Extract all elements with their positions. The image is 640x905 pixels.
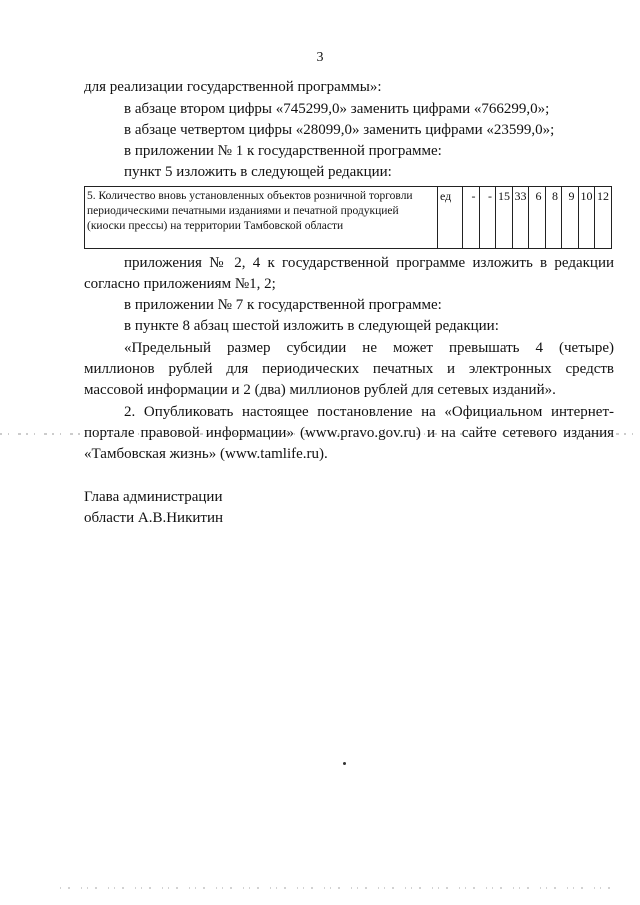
- text-line-paragraph-four-amend: в абзаце четвертом цифры «28099,0» заменить цифрами «23599,0»;: [124, 122, 555, 138]
- indicator-unit: ед: [438, 187, 463, 248]
- text-line-item-5-edit: пункт 5 изложить в следующей редакции:: [124, 164, 392, 180]
- text-line-publish: 2. Опубликовать настоящее постановление на «Официальном интернет-: [124, 404, 614, 420]
- text-line-publish-tamlife: «Тамбовская жизнь» (www.tamlife.ru).: [84, 446, 328, 462]
- text-line-program-intro: для реализации государственной программы»:: [84, 79, 382, 95]
- scan-speck: [343, 762, 346, 765]
- text-line-appendix-1: в приложении № 1 к государственной программе:: [124, 143, 442, 159]
- indicator-value: 15: [496, 187, 513, 248]
- indicator-description: 5. Количество вновь установленных объектов розничной торговли периодическими печатными изданиями и печатной продукцией (киоски прессы) на территории Тамбовской области: [85, 187, 438, 248]
- signature-title: Глава администрации: [84, 489, 223, 505]
- text-line-subsidy-media: миллионов рублей для периодических печатных и электронных средств: [84, 361, 614, 377]
- indicator-value: 10: [578, 187, 595, 248]
- indicator-value: 12: [597, 189, 609, 203]
- indicator-value: 8: [545, 187, 562, 248]
- scan-noise-line: [0, 433, 640, 435]
- indicator-value: -: [479, 187, 496, 248]
- table-row: [85, 187, 611, 248]
- page-number: 3: [316, 50, 324, 65]
- scan-noise-line-bottom: [0, 887, 640, 889]
- text-line-appendix-7: в приложении № 7 к государственной программе:: [124, 297, 442, 313]
- text-line-paragraph-two-amend: в абзаце втором цифры «745299,0» заменить цифрами «766299,0»;: [124, 101, 550, 117]
- text-line-subsidy-limit: «Предельный размер субсидии не может превышать 4 (четыре): [124, 340, 614, 356]
- text-line-publish-portal: портале правовой информации» (www.pravo.gov.ru) и на сайте сетевого издания: [84, 425, 614, 441]
- indicator-value: 6: [529, 187, 546, 248]
- indicator-value: 9: [562, 187, 579, 248]
- indicator-value: 33: [512, 187, 529, 248]
- indicator-table: [84, 186, 612, 249]
- text-line-subsidy-network: массовой информации и 2 (два) миллионов рублей для сетевых изданий».: [84, 382, 556, 398]
- signature-name: области А.В.Никитин: [84, 510, 224, 526]
- text-line-appendix-2-4: приложения № 2, 4 к государственной программе изложить в редакции: [124, 255, 614, 271]
- text-line-item-8: в пункте 8 абзац шестой изложить в следующей редакции:: [124, 318, 499, 334]
- text-line-according-appendices: согласно приложениям №1, 2;: [84, 276, 276, 292]
- indicator-value: -: [463, 187, 480, 248]
